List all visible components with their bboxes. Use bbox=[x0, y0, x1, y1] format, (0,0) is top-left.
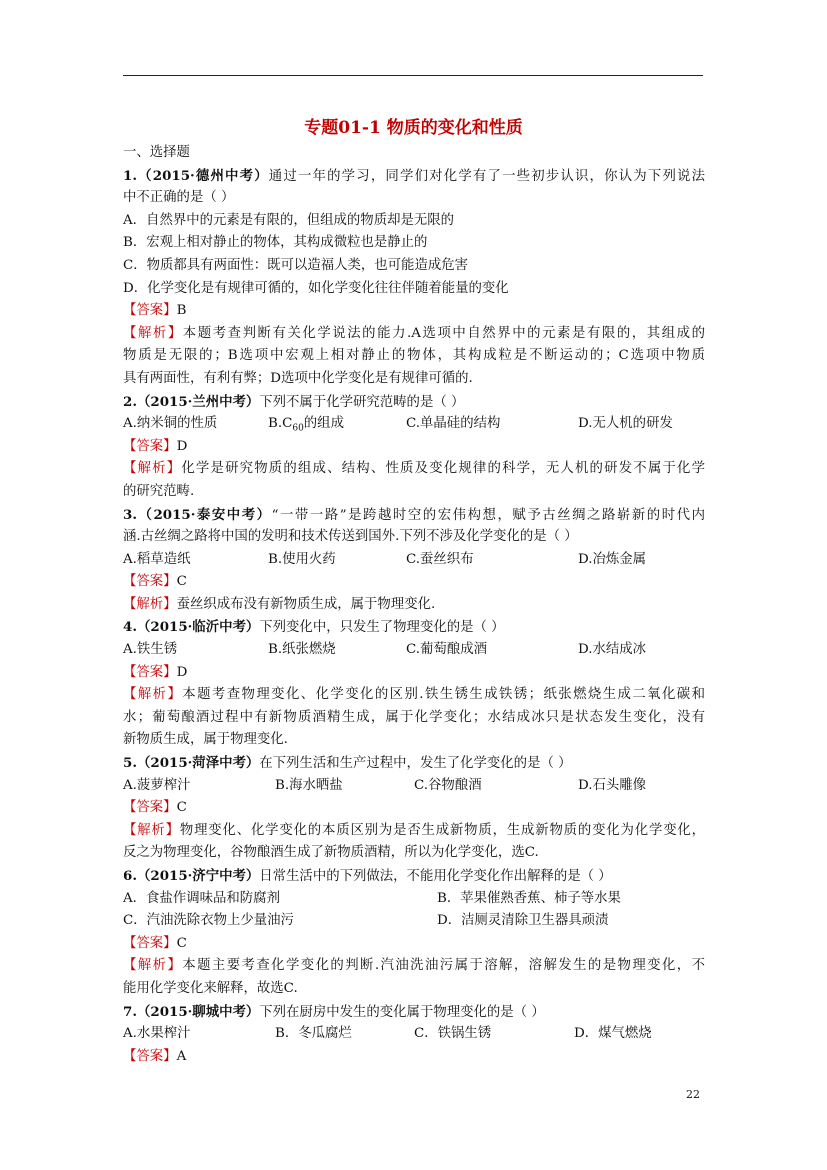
question-2-analysis-end: 的研究范畴. bbox=[123, 483, 195, 499]
question-6-option-b: B．苹果催熟香蕉、柿子等水果 bbox=[437, 890, 621, 906]
question-6-stem: 6.（2015·济宁中考）日常生活中的下列做法，不能用化学变化作出解释的是（ ） bbox=[123, 868, 612, 884]
question-7-options bbox=[123, 1023, 705, 1046]
question-1-analysis-end: 具有两面性，有利有弊；D选项中化学变化是有规律可循的. bbox=[123, 370, 473, 386]
document-body bbox=[123, 142, 705, 1068]
question-7-option-d: D．煤气燃烧 bbox=[574, 1026, 652, 1042]
question-3-answer: 【答案】C bbox=[123, 574, 187, 590]
question-4-option-a: A.铁生锈 bbox=[123, 642, 178, 658]
question-2-stem: 2.（2015·兰州中考）下列不属于化学研究范畴的是（ ） bbox=[123, 393, 465, 410]
question-2-answer: 【答案】D bbox=[123, 438, 188, 454]
question-6-option-c: C．汽油洗除衣物上少量油污 bbox=[123, 913, 294, 929]
question-3-analysis: 【解析】蚕丝织成布没有新物质生成，属于物理变化. bbox=[123, 596, 436, 612]
question-4-option-b: B.纸张燃烧 bbox=[268, 642, 336, 658]
question-2-analysis: 【解析】化学是研究物质的组成、结构、性质及变化规律的科学，无人机的研发不属于化学 bbox=[123, 461, 706, 477]
question-4-analysis-cont: 水；葡萄酿酒过程中有新物质酒精生成，属于化学变化；水结成冰只是状态发生变化，没有 bbox=[123, 709, 705, 725]
question-7-option-b: B．冬瓜腐烂 bbox=[275, 1026, 352, 1042]
question-5-option-b: B.海水晒盐 bbox=[275, 777, 343, 793]
question-5-option-d: D.石头雕像 bbox=[578, 777, 647, 793]
question-3-stem: 3.（2015·泰安中考）“一带一路”是跨越时空的宏伟构想，赋予古丝绸之路崭新的时代内 bbox=[123, 506, 705, 523]
question-2-options bbox=[123, 413, 705, 436]
question-1-option-c: C．物质都具有两面性：既可以造福人类，也可能造成危害 bbox=[123, 257, 469, 273]
page-number: 22 bbox=[686, 1088, 700, 1101]
question-1-stem: 1.（2015·德州中考）通过一年的学习，同学们对化学有了一些初步认识，你认为下列说法 bbox=[123, 167, 705, 184]
question-5-analysis: 【解析】物理变化、化学变化的本质区别为是否生成新物质，生成新物质的变化为化学变化， bbox=[123, 822, 706, 838]
question-1-option-a: A．自然界中的元素是有限的，但组成的物质却是无限的 bbox=[123, 212, 455, 228]
question-3-stem-cont: 涵.古丝绸之路将中国的发明和技术传送到国外.下列不涉及化学变化的是（ ） bbox=[123, 529, 578, 545]
question-3-option-d: D.冶炼金属 bbox=[578, 551, 647, 567]
question-4-analysis: 【解析】本题考查物理变化、化学变化的区别.铁生锈生成铁锈；纸张燃烧生成二氧化碳和 bbox=[123, 687, 705, 703]
question-6-option-a: A．食盐作调味品和防腐剂 bbox=[123, 890, 280, 906]
question-2-option-a: A.纳米铜的性质 bbox=[123, 416, 218, 432]
question-7-stem: 7.（2015·聊城中考）下列在厨房中发生的变化属于物理变化的是（ ） bbox=[123, 1003, 545, 1020]
question-1-stem-cont: 中不正确的是（ ） bbox=[123, 190, 235, 206]
question-4-option-d: D.水结成冰 bbox=[578, 642, 647, 658]
question-5-answer: 【答案】C bbox=[123, 800, 187, 816]
question-6-option-d: D．洁厕灵清除卫生器具顽渍 bbox=[437, 913, 609, 929]
question-6-options-cd bbox=[123, 910, 705, 933]
question-3-option-a: A.稻草造纸 bbox=[123, 551, 191, 567]
question-6-options-ab bbox=[123, 888, 705, 911]
question-3-options bbox=[123, 549, 705, 572]
question-4-option-c: C.葡萄酿成酒 bbox=[406, 642, 487, 658]
question-6-analysis: 【解析】本题主要考查化学变化的判断.汽油洗油污属于溶解，溶解发生的是物理变化，不 bbox=[123, 958, 705, 974]
question-7-option-a: A.水果榨汁 bbox=[123, 1026, 191, 1042]
section-heading: 一、选择题 bbox=[123, 145, 190, 160]
question-1-option-b: B．宏观上相对静止的物体，其构成微粒也是静止的 bbox=[123, 235, 428, 251]
question-5-option-c: C.谷物酿酒 bbox=[414, 777, 482, 793]
question-4-options bbox=[123, 639, 705, 662]
question-5-analysis-end: 反之为物理变化，谷物酿酒生成了新物质酒精，所以为化学变化，选C. bbox=[123, 845, 539, 861]
question-1-analysis-cont: 物质是无限的；B选项中宏观上相对静止的物体，其构成粒是不断运动的；C选项中物质 bbox=[123, 348, 705, 364]
question-1-option-d: D．化学变化是有规律可循的，如化学变化往往伴随着能量的变化 bbox=[123, 280, 509, 296]
question-1-analysis: 【解析】本题考查判断有关化学说法的能力.A选项中自然界中的元素是有限的，其组成的 bbox=[123, 325, 705, 341]
question-4-answer: 【答案】D bbox=[123, 664, 188, 680]
question-3-option-b: B.使用火药 bbox=[268, 551, 336, 567]
question-2-option-b: $B.C_{60}$的组成 bbox=[268, 416, 344, 434]
question-4-stem: 4.（2015·临沂中考）下列变化中，只发生了物理变化的是（ ） bbox=[123, 619, 505, 636]
question-5-option-a: A.菠萝榨汁 bbox=[123, 777, 191, 793]
question-4-analysis-end: 新物质生成，属于物理变化. bbox=[123, 732, 288, 748]
question-7-answer: 【答案】A bbox=[123, 1048, 187, 1064]
question-2-option-c: C.单晶硅的结构 bbox=[406, 416, 501, 432]
header-rule bbox=[123, 75, 703, 76]
question-7-option-c: C．铁锅生锈 bbox=[414, 1026, 492, 1042]
question-5-options bbox=[123, 775, 705, 798]
question-6-analysis-end: 能用化学变化来解释，故选C. bbox=[123, 980, 298, 996]
question-3-option-c: C.蚕丝织布 bbox=[406, 551, 474, 567]
question-5-stem: 5.（2015·菏泽中考）在下列生活和生产过程中，发生了化学变化的是（ ） bbox=[123, 755, 572, 772]
page-title: 专题01-1 物质的变化和性质 bbox=[304, 118, 523, 138]
question-2-option-d: D.无人机的研发 bbox=[578, 416, 673, 432]
question-1-answer: 【答案】B bbox=[123, 303, 187, 319]
question-6-answer: 【答案】C bbox=[123, 935, 187, 951]
